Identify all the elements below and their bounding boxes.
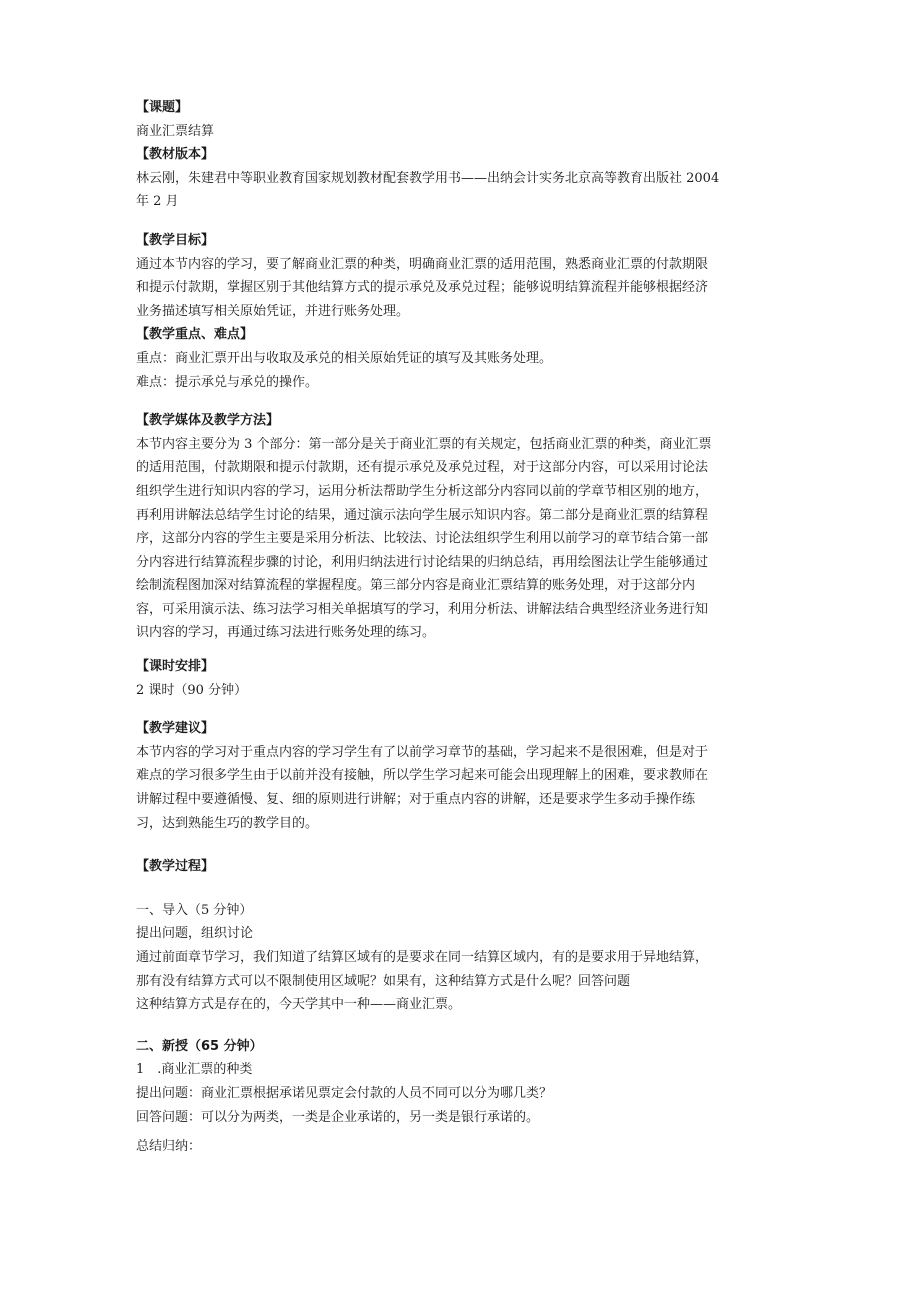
methods-line: 序，这部分内容的学生主要是采用分析法、比较法、讨论法组织学生利用以前学习的章节结合第一部 bbox=[136, 531, 709, 547]
objectives-line: 通过本节内容的学习，要了解商业汇票的种类，明确商业汇票的适用范围，熟悉商业汇票的付款期限 bbox=[136, 256, 709, 272]
objectives-line: 和提示付款期，掌握区别于其他结算方式的提示承兑及承兑过程；能够说明结算流程并能够根据经济 bbox=[136, 280, 709, 296]
suggestions-line: 难点的学习很多学生由于以前并没有接触，所以学生学习起来可能会出现理解上的困难，要求教师在 bbox=[136, 768, 709, 784]
difficulty-text: 难点：提示承兑与承兑的操作。 bbox=[136, 374, 319, 390]
methods-line: 容，可采用演示法、练习法学习相关单据填写的学习，利用分析法、讲解法结合典型经济业务进行知 bbox=[136, 601, 709, 617]
edition-line-1: 林云刚，朱建君中等职业教育国家规划教材配套教学用书——出纳会计实务北京高等教育出版社 2004 bbox=[136, 170, 720, 186]
intro-line: 提出问题，组织讨论 bbox=[136, 926, 254, 942]
intro-line: 通过前面章节学习，我们知道了结算区域有的是要求在同一结算区域内，有的是要求用于异地结算， bbox=[136, 950, 709, 965]
key-points-heading: 【教学重点、难点】 bbox=[136, 327, 254, 343]
key-point-text: 重点：商业汇票开出与收取及承兑的相关原始凭证的填写及其账务处理。 bbox=[136, 350, 553, 366]
new-lesson-question: 提出问题：商业汇票根据承诺见票定会付款的人员不同可以分为哪几类？ bbox=[136, 1085, 553, 1101]
methods-line: 分内容进行结算流程步骤的讨论，利用归纳法进行讨论结果的归纳总结，再用绘图法让学生能够通过 bbox=[136, 554, 709, 570]
methods-line: 识内容的学习，再通过练习法进行账务处理的练习。 bbox=[136, 625, 436, 641]
new-lesson-title: 二、新授（65 分钟） bbox=[136, 1038, 263, 1054]
methods-line: 绘制流程图加深对结算流程的掌握程度。第三部分内容是商业汇票结算的账务处理，对于这部分内 bbox=[136, 578, 696, 594]
new-lesson-item-1: 1 .商业汇票的种类 bbox=[136, 1062, 253, 1078]
intro-line: 这种结算方式是存在的，今天学其中一种——商业汇票。 bbox=[136, 997, 462, 1013]
document-page bbox=[136, 96, 786, 1159]
suggestions-line: 习，达到熟能生巧的教学目的。 bbox=[136, 815, 319, 831]
intro-title: 一、导入（5 分钟） bbox=[136, 902, 253, 918]
suggestions-line: 本节内容的学习对于重点内容的学习学生有了以前学习章节的基础，学习起来不是很困难，但是对于 bbox=[136, 744, 709, 760]
methods-line: 本节内容主要分为 3 个部分：第一部分是关于商业汇票的有关规定，包括商业汇票的种类，商业汇票 bbox=[136, 436, 712, 452]
edition-line-2: 年 2 月 bbox=[136, 194, 179, 210]
suggestions-line: 讲解过程中要遵循慢、复、细的原则进行讲解；对于重点内容的讲解，还是要求学生多动手操作练 bbox=[136, 792, 696, 808]
topic-content: 商业汇票结算 bbox=[136, 123, 215, 139]
methods-heading: 【教学媒体及教学方法】 bbox=[136, 413, 280, 429]
schedule-content: 2 课时（90 分钟） bbox=[136, 682, 248, 698]
new-lesson-answer: 回答问题：可以分为两类，一类是企业承诺的，另一类是银行承诺的。 bbox=[136, 1109, 540, 1125]
schedule-heading: 【课时安排】 bbox=[136, 659, 215, 675]
intro-line: 那有没有结算方式可以不限制使用区域呢？如果有，这种结算方式是什么呢？回答问题 bbox=[136, 973, 631, 989]
objectives-heading: 【教学目标】 bbox=[136, 232, 215, 248]
objectives-line: 业务描述填写相关原始凭证，并进行账务处理。 bbox=[136, 303, 410, 319]
process-heading: 【教学过程】 bbox=[136, 859, 215, 875]
methods-line: 组织学生进行知识内容的学习，运用分析法帮助学生分析这部分内容同以前的学章节相区别的地方， bbox=[136, 483, 709, 499]
methods-line: 再利用讲解法总结学生讨论的结果，通过演示法向学生展示知识内容。第二部分是商业汇票的结算程 bbox=[136, 507, 709, 523]
suggestions-heading: 【教学建议】 bbox=[136, 721, 215, 737]
new-lesson-summary: 总结归纳： bbox=[136, 1139, 202, 1155]
methods-line: 的适用范围，付款期限和提示付款期，还有提示承兑及承兑过程，对于这部分内容，可以采用讨论法 bbox=[136, 460, 709, 476]
topic-heading: 【课题】 bbox=[136, 100, 189, 115]
edition-heading: 【教材版本】 bbox=[136, 147, 215, 163]
